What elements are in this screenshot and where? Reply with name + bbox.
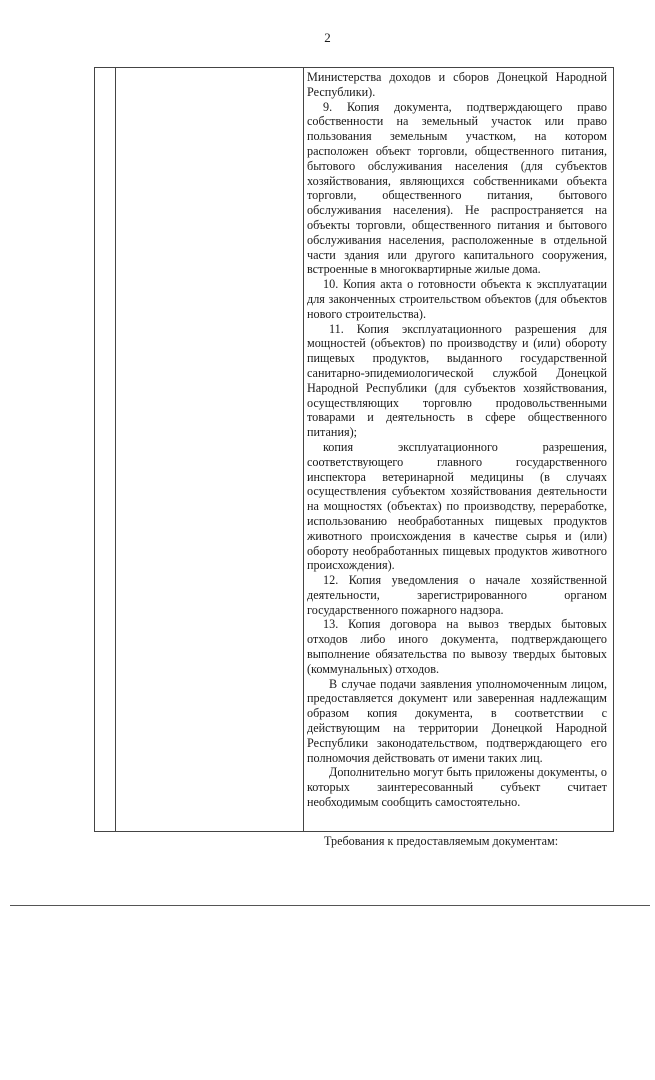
paragraph-authorized-person: В случае подачи заявления уполномоченным лицом, предоставляется документ или заверенная надлежащим образом копия документа, в соответствии с действующим на территории Донецкой Народной Республики законодательством, подтверждающего его полномочия действовать от имени таких лиц.: [307, 676, 607, 765]
paragraph-item-10: 10. Копия акта о готовности объекта к эксплуатации для законченных строительством объектов (для объектов нового строительства).: [307, 277, 607, 321]
paragraph-item-12: 12. Копия уведомления о начале хозяйственной деятельности, зарегистрированного органом государственного пожарного надзора.: [307, 573, 607, 617]
paragraph-item-9: 9. Копия документа, подтверждающего право собственности на земельный участок или право пользования земельным участком, на котором расположен объект торговли, общественного питания, бытового обслуживания населения (для субъектов хозяйствования, являющихся собственниками объекта торговли, общественного питания, бытового обслуживания населения). Не распространяется на объекты торговли, общественного питания и бытового обслуживания населения, расположенные в отдельной части здания или другого капитального сооружения, встроенные в многоквартирные жилые дома.: [307, 99, 607, 277]
page-divider: [10, 905, 650, 906]
paragraph-item-13: 13. Копия договора на вывоз твердых бытовых отходов либо иного документа, подтверждающего выполнение обязательства по вывозу твердых бытовых (коммунальных) отходов.: [307, 617, 607, 676]
table-column-divider: [303, 68, 304, 831]
table-column-divider: [115, 68, 116, 831]
document-table: [94, 67, 614, 832]
paragraph-item-11-continued: копия эксплуатационного разрешения, соответствующего главного государственного инспектора ветеринарной медицины (в случаях осуществления субъектом хозяйствования деятельности на мощностях (объектах) по производству, переработке, использованию необработанных пищевых продуктов животного происхождения в качестве сырья и (или) обороту необработанных пищевых продуктов животного происхождения).: [307, 439, 607, 573]
paragraph-continuation: Министерства доходов и сборов Донецкой Народной Республики).: [307, 70, 607, 99]
requirements-heading: Требования к предоставляемым документам:: [324, 834, 559, 848]
paragraph-additional-documents: Дополнительно могут быть приложены документы, о которых заинтересованный субъект считает необходимым сообщить самостоятельно.: [307, 765, 607, 810]
table-cell-text: [307, 70, 607, 810]
paragraph-item-11: 11. Копия эксплуатационного разрешения для мощностей (объектов) по производству и (или) обороту пищевых продуктов, выданного государственной санитарно-эпидемиологической службой Донецкой Народной Республики (для субъектов хозяйствования, осуществляющих торговлю продовольственными товарами и деятельность в сфере общественного питания);: [307, 321, 607, 440]
page-number: 2: [324, 30, 331, 45]
